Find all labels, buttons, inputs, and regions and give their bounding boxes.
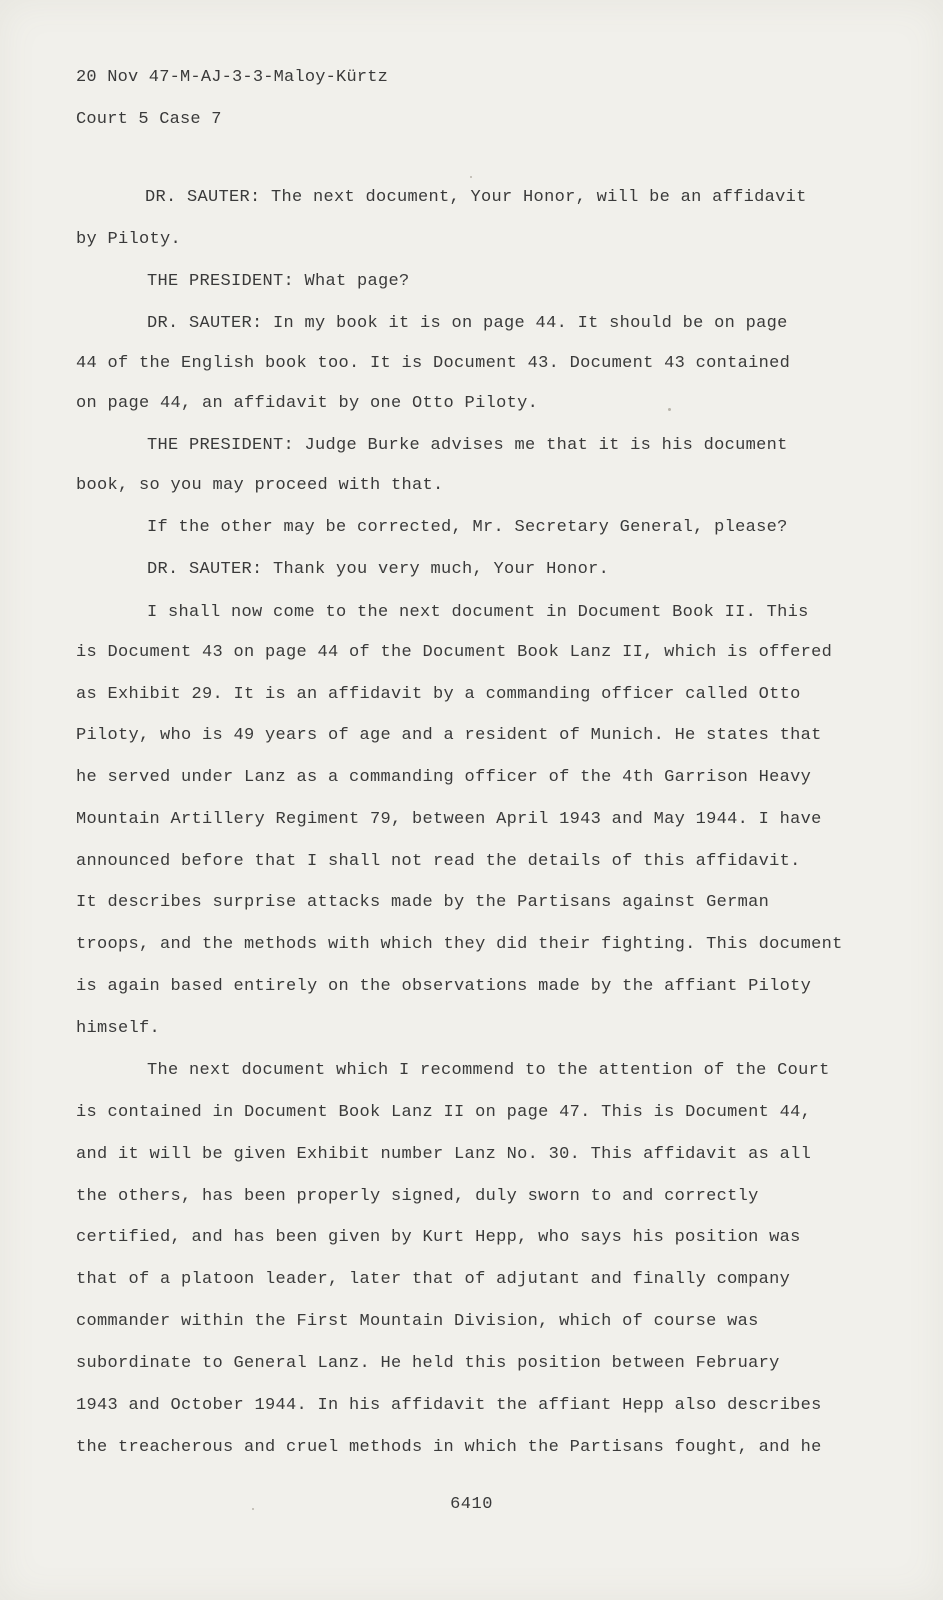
text-line: the others, has been properly signed, duly sworn to and correctly xyxy=(76,1187,759,1206)
text-line: is Document 43 on page 44 of the Document Book Lanz II, which is offered xyxy=(76,643,833,662)
text-line: himself. xyxy=(76,1019,161,1038)
text-line: DR. SAUTER: The next document, Your Honor, will be an affidavit xyxy=(145,188,807,207)
text-line: If the other may be corrected, Mr. Secretary General, please? xyxy=(147,518,788,537)
text-line: book, so you may proceed with that. xyxy=(76,476,444,495)
text-line: DR. SAUTER: Thank you very much, Your Honor. xyxy=(147,560,610,579)
paper-speck xyxy=(470,176,472,178)
text-line: THE PRESIDENT: Judge Burke advises me that it is his document xyxy=(147,436,788,455)
text-line: The next document which I recommend to the attention of the Court xyxy=(147,1061,830,1080)
text-line: on page 44, an affidavit by one Otto Piloty. xyxy=(76,394,539,413)
text-line: troops, and the methods with which they did their fighting. This document xyxy=(76,935,843,954)
text-line: THE PRESIDENT: What page? xyxy=(147,272,410,291)
text-line: commander within the First Mountain Division, which of course was xyxy=(76,1312,759,1331)
text-line: as Exhibit 29. It is an affidavit by a commanding officer called Otto xyxy=(76,685,801,704)
text-line: It describes surprise attacks made by the Partisans against German xyxy=(76,893,770,912)
text-line: announced before that I shall not read the details of this affidavit. xyxy=(76,852,801,871)
paper-speck xyxy=(252,1508,254,1510)
text-line: 1943 and October 1944. In his affidavit the affiant Hepp also describes xyxy=(76,1396,822,1415)
court-case-label: Court 5 Case 7 xyxy=(76,110,222,129)
text-line: he served under Lanz as a commanding officer of the 4th Garrison Heavy xyxy=(76,768,812,787)
text-line: and it will be given Exhibit number Lanz No. 30. This affidavit as all xyxy=(76,1145,812,1164)
text-line: that of a platoon leader, later that of adjutant and finally company xyxy=(76,1270,791,1289)
text-line: Mountain Artillery Regiment 79, between April 1943 and May 1944. I have xyxy=(76,810,822,829)
text-line: DR. SAUTER: In my book it is on page 44. It should be on page xyxy=(147,314,788,333)
document-reference: 20 Nov 47-M-AJ-3-3-Maloy-Kürtz xyxy=(76,68,389,87)
text-line: by Piloty. xyxy=(76,230,182,249)
paper-speck xyxy=(668,408,671,411)
text-line: is again based entirely on the observations made by the affiant Piloty xyxy=(76,977,812,996)
text-line: subordinate to General Lanz. He held this position between February xyxy=(76,1354,780,1373)
text-line: is contained in Document Book Lanz II on page 47. This is Document 44, xyxy=(76,1103,812,1122)
text-line: the treacherous and cruel methods in which the Partisans fought, and he xyxy=(76,1438,822,1457)
text-line: I shall now come to the next document in Document Book II. This xyxy=(147,603,809,622)
text-line: Piloty, who is 49 years of age and a resident of Munich. He states that xyxy=(76,726,822,745)
text-line: 44 of the English book too. It is Document 43. Document 43 contained xyxy=(76,354,791,373)
page-number: 6410 xyxy=(450,1495,493,1514)
text-line: certified, and has been given by Kurt Hepp, who says his position was xyxy=(76,1228,801,1247)
